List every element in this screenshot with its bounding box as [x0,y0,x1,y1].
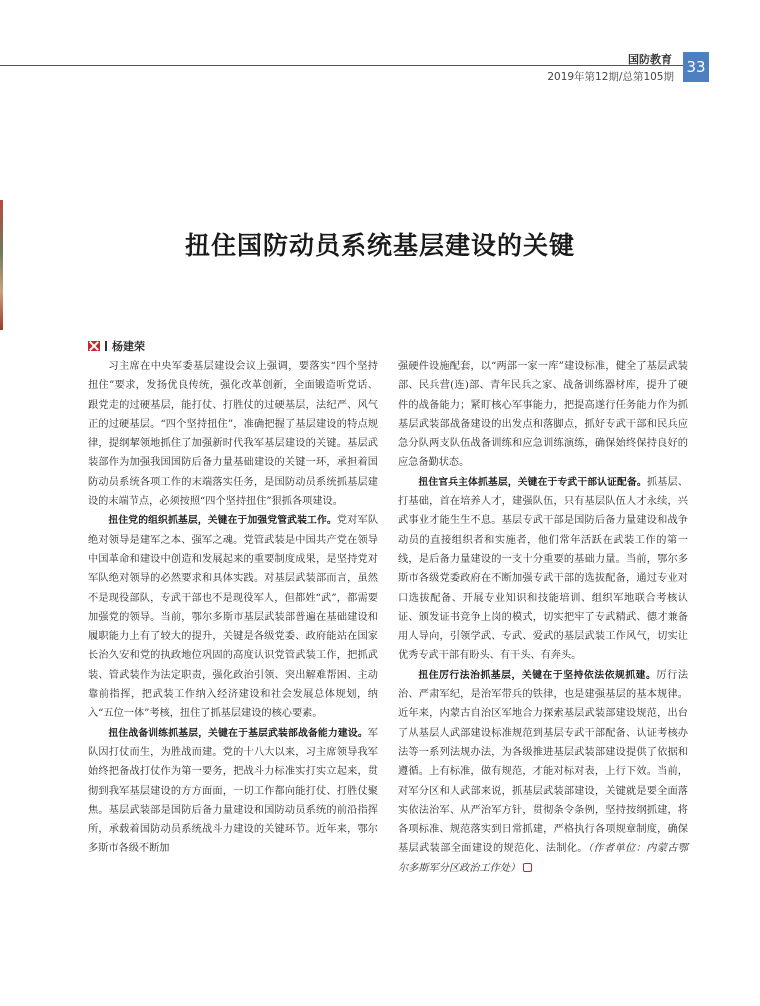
left-column [88,357,378,859]
paragraph-lead: 扭住战备训练抓基层，关键在于基层武装部战备能力建设。 [108,727,368,739]
paragraph [398,666,688,878]
paragraph: 习主席在中央军委基层建设会议上强调，要落实“四个坚持扭住”要求，发扬优良传统，强化改革创新，全面锻造听党话、跟党走的过硬基层，能打仗、打胜仗的过硬基层，法纪严、风气正的过硬基层。“四个坚持扭住”，准确把握了基层建设的特点规律，提纲挈领地抓住了加强新时代我军基层建设的关键。基层武装部作为加强我国国防后备力量基础建设的关键一环，承担着国防动员系统各项工作的末端落实任务，是国防动员系统抓基层建设的末端节点，必须按照“四个坚持扭住”狠抓各项建设。 [88,361,378,508]
paragraph-lead: 扭住厉行法治抓基层，关键在于坚持依法依规抓建。 [418,669,657,681]
header-rule [0,65,700,66]
paragraph-body: 军队因打仗而生，为胜战而建。党的十八大以来，习主席领导我军始终把备战打仗作为第一要务，把战斗力标准实打实立起来，贯彻到我军基层建设的方方面面，一切工作都向能打仗、打胜仗聚焦。基层武装部是国防后备力量建设和国防动员系统的前沿指挥所，承载着国防动员系统战斗力建设的关键环节。近年来，鄂尔多斯市各级不断加 [88,727,378,855]
magazine-name: 国防教育 [628,53,672,66]
paragraph-body: 抓基层、打基础，首在培养人才，建强队伍，只有基层队伍人才永续，兴武事业才能生生不息。基层专武干部是国防后备力量建设和战争动员的直接组织者和实施者，他们常年活跃在武装工作的第一线，是后备力量建设的一支十分重要的基础力量。当前，鄂尔多斯市各级党委政府在不断加强专武干部的选拔配备，通过专业对口选拔配备、开展专业知识和技能培训、组织军地联合考核认证、颁发证书竞争上岗的模式，切实把牢了专武精武、德才兼备用人导向，引领学武、专武、爱武的基层武装工作风气，切实让优秀专武干部有盼头、有干头、有奔头。 [398,476,689,662]
paragraph [88,724,378,859]
article-title: 扭住国防动员系统基层建设的关键 [184,231,575,260]
author-divider [105,341,107,351]
left-edge-decoration [0,200,3,330]
author-name: 杨建荣 [112,340,145,353]
author-byline [88,338,145,354]
paragraph: 强硬件设施配套，以“两部一家一库”建设标准，健全了基层武装部、民兵营(连)部、青年民兵之家、战备训练器材库，提升了硬件的战备能力；紧盯核心军事能力，把提高遂行任务能力作为抓基层武装部战备建设的出发点和落脚点，抓好专武干部和民兵应急分队两支队伍战备训练和应急训练演练，确保始终保持良好的应急备勤状态。 [398,361,688,469]
issue-info: 2019年第12期/总第105期 [547,71,674,83]
end-mark-icon [523,863,532,872]
paragraph-lead: 扭住党的组织抓基层，关键在于加强党管武装工作。 [108,515,337,527]
author-affiliation: （作者单位：内蒙古鄂尔多斯军分区政治工作处） [398,843,688,874]
page-number: 33 [683,52,709,82]
paragraph [88,511,378,723]
paragraph [398,473,688,666]
right-column [398,357,688,878]
paragraph-body: 厉行法治、严肃军纪，是治军带兵的铁律，也是建强基层的基本规律。近年来，内蒙古自治区军地合力探索基层武装部建设规范，出台了从基层人武部建设标准规范到基层专武干部配备、认证考核办法等一系列法规办法，为各级推进基层武装部建设提供了依据和遵循。上有标准，做有规范，才能对标对表，上行下效。当前，对军分区和人武部来说，抓基层武装部建设，关键就是要全面落实依法治军、从严治军方针，贯彻条令条例，坚持按纲抓建，将各项标准、规范落实到日常抓建，严格执行各项规章制度，确保基层武装部全面建设的规范化、法制化。 [398,669,689,855]
paragraph-lead: 扭住官兵主体抓基层，关键在于专武干部认证配备。 [418,476,647,488]
author-mark-icon [88,341,100,351]
paragraph-body: 党对军队绝对领导是建军之本、强军之魂。党管武装是中国共产党在领导中国革命和建设中创造和发展起来的重要制度成果，是坚持党对军队绝对领导的必然要求和具体实践。对基层武装部而言，虽然不是现役部队，专武干部也不是现役军人，但都姓“武”，都需要加强党的领导。当前，鄂尔多斯市基层武装部普遍在基础建设和履职能力上有了较大的提升，关键是各级党委、政府能站在国家长治久安和党的执政地位巩固的高度认识党管武装工作，把抓武装、管武装作为法定职责，强化政治引领、突出解难帮困、主动靠前指挥，把武装工作纳入经济建设和社会发展总体规划，纳入“五位一体”考核，扭住了抓基层建设的核心要素。 [88,515,379,720]
